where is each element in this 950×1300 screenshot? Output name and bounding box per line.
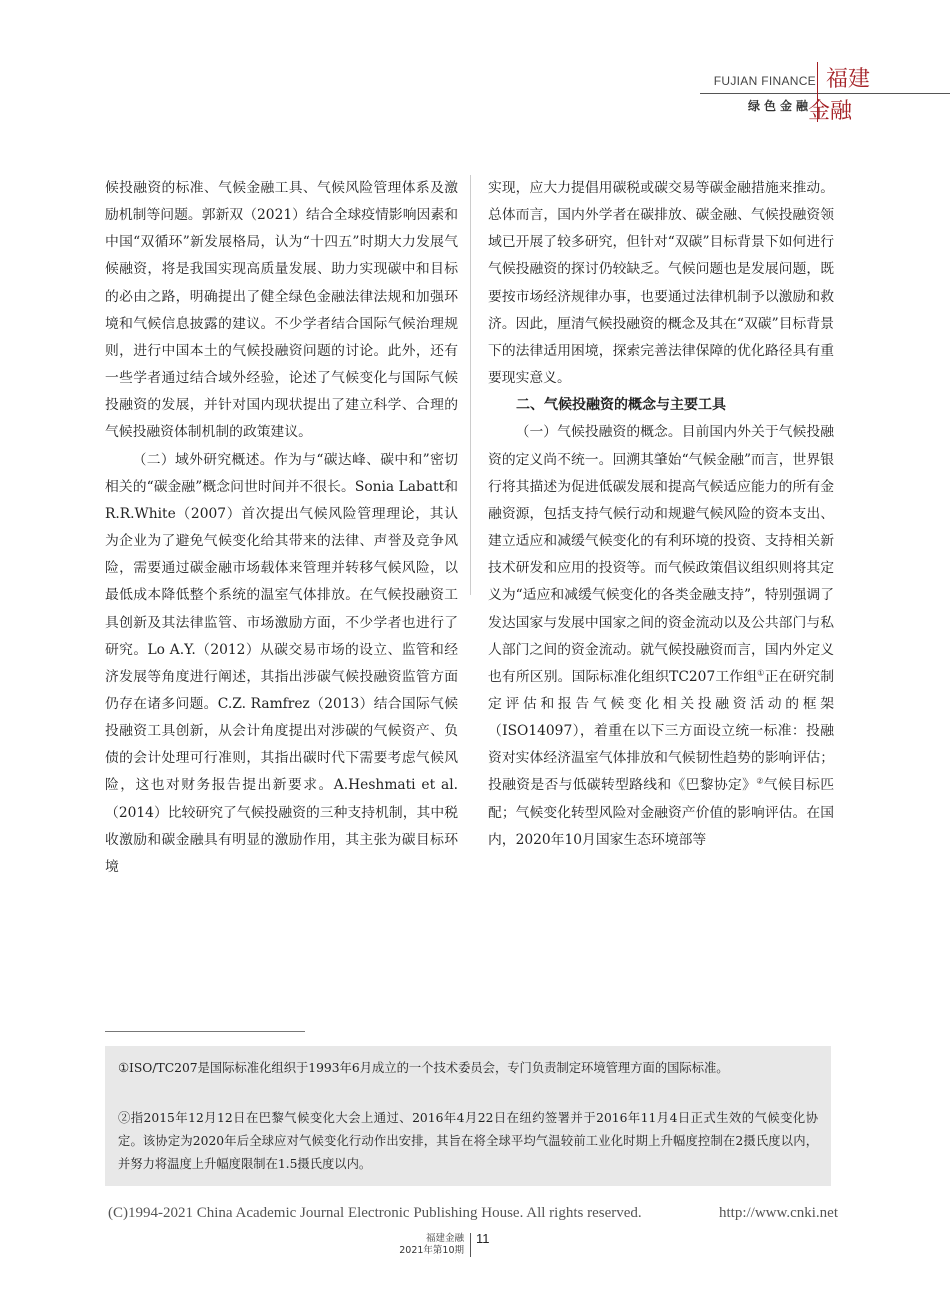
left-paragraph-1: 候投融资的标准、气候金融工具、气候风险管理体系及激励机制等问题。郭新双（2021）结合全球疫情影响因素和中国“双循环”新发展格局，认为“十四五”时期大力发展气候融资，将是我国实现高质量发展、助力实现碳中和目标的必由之路，明确提出了健全绿色金融法律法规和加强环境和气候信息披露的建议。不少学者结合国际气候治理规则，进行中国本土的气候投融资问题的讨论。此外，还有一些学者通过结合域外经验，论述了气候变化与国际气候投融资的发展，并针对国内现状提出了建立科学、合理的气候投融资体制机制的政策建议。 [105, 180, 458, 441]
footer-journal: 福建金融 [425, 1233, 464, 1244]
right-paragraph-2 [488, 419, 834, 854]
right-column [488, 175, 834, 854]
section-heading: 二、气候投融资的概念与主要工具 [516, 397, 726, 414]
paragraph-text: 正在研究制定评估和报告气候变化相关投融资活动的框架（ISO14097），着重在以下三方面设立统一标准：投融资对实体经济温室气体排放和气候韧性趋势的影响评估；投融资是否与低碳转型路线和《巴黎协定》 [488, 668, 835, 794]
footer-source [380, 1233, 464, 1257]
cnki-link[interactable]: http://www.cnki.net [718, 1205, 838, 1221]
right-paragraph-1: 实现，应大力提倡用碳税或碳交易等碳金融措施来推动。总体而言，国内外学者在碳排放、碳金融、气候投融资领域已开展了较多研究，但针对“双碳”目标背景下如何进行气候投融资的探讨仍较缺乏。气候问题也是发展问题，既要按市场经济规律办事，也要通过法律机制予以激励和救济。因此，厘清气候投融资的概念及其在“双碳”目标背景下的法律适用困境，探索完善法律保障的优化路径具有重要现实意义。 [488, 180, 834, 387]
journal-brand-bottom: 金融 [808, 99, 853, 124]
copyright-line [108, 1205, 838, 1222]
section-label: 绿色金融 [747, 99, 812, 113]
footnote-1: ①ISO/TC207是国际标准化组织于1993年6月成立的一个技术委员会，专门负责制定环境管理方面的国际标准。 [118, 1061, 729, 1075]
left-column [105, 175, 458, 881]
left-paragraph-2: （二）域外研究概述。作为与“碳达峰、碳中和”密切相关的“碳金融”概念问世时间并不很长。Sonia Labatt和R.R.White（2007）首次提出气候风险管理理论，其认为企业为了避免气候变化给其带来的法律、声誉及竞争风险，需要通过碳金融市场载体来管理并转移气候风险，以最低成本降低整个系统的温室气体排放。在气候投融资工具创新及其法律监管、市场激励方面，不少学者也进行了研究。Lo A.Y.（2012）从碳交易市场的设立、监管和经济发展等角度进行阐述，其指出涉碳气候投融资监管方面仍存在诸多问题。C.Z. Ramfrez（2013）结合国际气候投融资工具创新，从会计角度提出对涉碳的气候资产、负债的会计处理可行准则，其指出碳时代下需要考虑气候风险，这也对财务报告提出新要求。A.Heshmati et al.（2014）比较研究了气候投融资的三种支持机制，其中税收激励和碳金融具有明显的激励作用，其主张为碳目标环境 [105, 451, 458, 875]
footer-divider [470, 1233, 471, 1257]
footnote-ref-1[interactable]: ① [757, 668, 765, 678]
page-number: 11 [476, 1231, 490, 1246]
journal-brand-top: 福建 [826, 67, 871, 92]
journal-name-en: FUJIAN FINANCE [713, 74, 816, 88]
paragraph-text: （一）气候投融资的概念。目前国内外关于气候投融资的定义尚不统一。回溯其肇始“气候金融”而言，世界银行将其描述为促进低碳发展和提高气候适应能力的所有金融资源，包括支持气候行动和规避气候风险的资本支出、建立适应和减缓气候变化的有利环境的投资、支持相关新技术研发和应用的投资等。而气候政策倡议组织则将其定义为“适应和减缓气候变化的各类金融支持”，特别强调了发达国家与发展中国家之间的资金流动以及公共部门与私人部门之间的资金流动。就气候投融资而言，国内外定义也有所区别。国际标准化组织TC207工作组 [488, 424, 834, 685]
paragraph-text: 气候目标匹配；气候变化转型风险对金融资产价值的影响评估。在国内，2020年10月国家生态环境部等 [488, 777, 835, 848]
footnote-rule [105, 1031, 305, 1032]
footnote-ref-2[interactable]: ② [756, 776, 764, 786]
footer-issue: 2021年第10期 [399, 1245, 464, 1256]
column-divider [470, 175, 471, 595]
copyright-text: (C)1994-2021 China Academic Journal Electronic Publishing House. All rights reserved. [108, 1205, 642, 1221]
footnote-2: ②指2015年12月12日在巴黎气候变化大会上通过、2016年4月22日在纽约签署并于2016年11月4日正式生效的气候变化协定。该协定为2020年后全球应对气候变化行动作出安排，其旨在将全球平均气温较前工业化时期上升幅度控制在2摄氏度以内，并努力将温度上升幅度限制在1.5摄氏度以内。 [118, 1111, 818, 1171]
